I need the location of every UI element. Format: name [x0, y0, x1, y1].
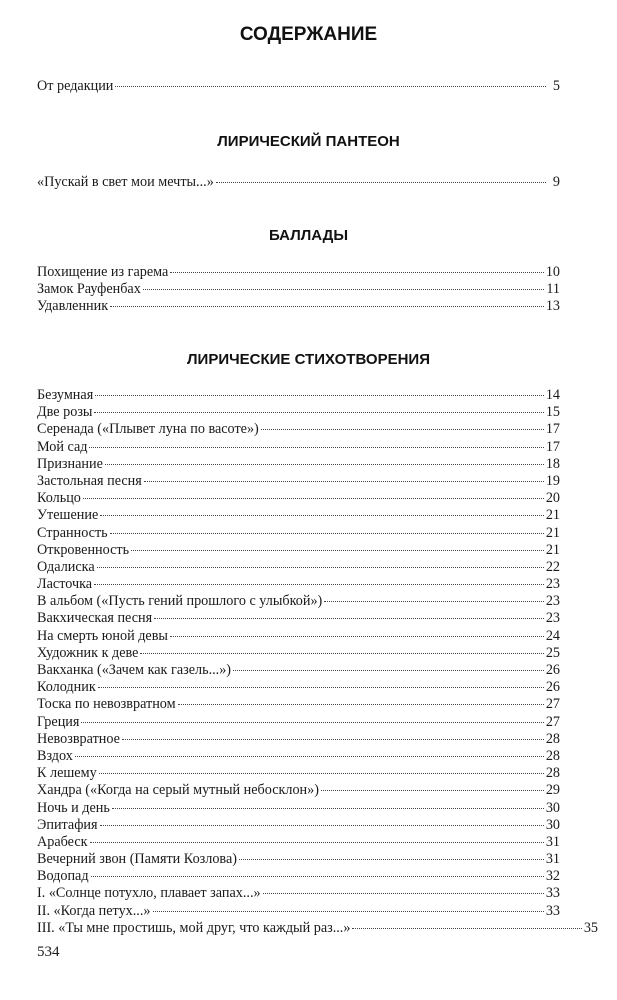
entry-page: 13	[545, 298, 560, 315]
section-heading-lyric: ЛИРИЧЕСКИЕ СТИХОТВОРЕНИЯ	[187, 351, 430, 368]
entry-page: 33	[545, 885, 560, 902]
toc-entry	[37, 78, 560, 95]
entry-title: Замок Рауфенбах	[37, 281, 141, 298]
entry-title: Странность	[37, 524, 108, 541]
dot-leader	[261, 429, 544, 430]
dot-leader	[140, 653, 543, 654]
entry-title: Вечерний звон (Памяти Козлова)	[37, 851, 237, 868]
entry-page: 30	[545, 799, 560, 816]
toc-entry	[37, 696, 560, 713]
dot-leader	[115, 86, 546, 87]
toc-entry	[37, 800, 560, 817]
entry-title: Безумная	[37, 387, 94, 403]
dot-leader	[91, 876, 544, 877]
entry-page: 18	[545, 455, 560, 472]
dot-leader	[97, 567, 544, 568]
toc-entry	[37, 610, 560, 627]
toc-entry	[37, 264, 560, 281]
entry-page: 35	[583, 919, 598, 936]
entry-page: 28	[545, 747, 560, 764]
entry-page: 5	[552, 78, 560, 94]
toc-title: СОДЕРЖАНИЕ	[239, 24, 378, 45]
entry-page: 31	[545, 833, 560, 850]
entry-page: 20	[545, 490, 560, 507]
toc-entry	[37, 593, 560, 610]
toc-entry	[37, 439, 560, 456]
dot-leader	[90, 842, 544, 843]
entry-page: 23	[545, 593, 560, 610]
dot-leader	[122, 739, 544, 740]
entry-page: 26	[545, 679, 560, 696]
entry-page: 31	[545, 851, 560, 868]
toc-entry	[37, 421, 560, 438]
dot-leader	[324, 601, 544, 602]
toc-section-pantheon	[37, 174, 560, 191]
toc-entry	[37, 731, 560, 748]
dot-leader	[352, 928, 581, 929]
toc-entry	[37, 559, 560, 576]
entry-title: Похищение из гарема	[37, 264, 169, 280]
toc-entry	[37, 473, 560, 490]
toc-entry	[37, 817, 560, 834]
entry-title: II. «Когда петух...»	[37, 902, 151, 919]
entry-title: От редакции	[37, 78, 114, 94]
dot-leader	[94, 584, 544, 585]
entry-title: I. «Солнце потухло, плавает запах...»	[37, 885, 261, 902]
toc-section-ballads	[37, 264, 560, 316]
toc-section-lyric	[37, 387, 598, 937]
entry-title: Ласточка	[37, 576, 93, 593]
toc-entry	[37, 298, 560, 315]
dot-leader	[263, 893, 544, 894]
dot-leader	[216, 182, 546, 183]
toc-entry	[37, 281, 560, 298]
toc-entry	[37, 525, 560, 542]
entry-title: Одалиска	[37, 558, 95, 575]
dot-leader	[83, 498, 544, 499]
toc-entry	[37, 679, 560, 696]
entry-title: Хандра («Когда на серый мутный небосклон»)	[37, 782, 319, 799]
entry-title: Кольцо	[37, 490, 81, 507]
entry-page: 30	[545, 816, 560, 833]
entry-page: 11	[546, 281, 560, 298]
entry-title: Удавленник	[37, 298, 109, 315]
toc-entry	[37, 834, 560, 851]
dot-leader	[75, 756, 544, 757]
section-heading-pantheon: ЛИРИЧЕСКИЙ ПАНТЕОН	[217, 133, 400, 150]
toc-entry	[37, 387, 560, 404]
entry-title: Тоска по невозвратном	[37, 696, 176, 713]
toc-entry	[37, 885, 560, 902]
entry-title: Вакханка («Зачем как газель...»)	[37, 662, 232, 678]
entry-title: На смерть юной девы	[37, 627, 168, 644]
entry-title: Серенада («Плывет луна по васоте»)	[37, 421, 259, 438]
entry-page: 29	[545, 782, 560, 799]
entry-page: 10	[545, 264, 560, 280]
entry-page: 19	[545, 472, 560, 489]
dot-leader	[98, 687, 544, 688]
dot-leader	[105, 464, 544, 465]
toc-entry	[37, 714, 560, 731]
toc-entry	[37, 404, 560, 421]
entry-title: «Пускай в свет мои мечты...»	[37, 174, 214, 190]
entry-title: Художник к деве	[37, 644, 139, 661]
entry-title: Водопад	[37, 868, 89, 885]
entry-title: Застольная песня	[37, 472, 142, 489]
entry-page: 23	[545, 576, 560, 593]
toc-intro	[37, 78, 560, 95]
page-number: 534	[37, 944, 60, 960]
entry-title: Ночь и день	[37, 799, 110, 816]
dot-leader	[170, 272, 543, 273]
entry-page: 26	[545, 662, 560, 678]
toc-entry	[37, 628, 560, 645]
toc-entry	[37, 782, 560, 799]
dot-leader	[100, 825, 544, 826]
entry-page: 14	[545, 387, 560, 403]
entry-title: Утешение	[37, 507, 99, 524]
entry-page: 15	[545, 404, 560, 421]
entry-page: 24	[545, 627, 560, 644]
dot-leader	[233, 670, 544, 671]
entry-page: 21	[545, 541, 560, 558]
dot-leader	[99, 773, 544, 774]
entry-page: 21	[545, 507, 560, 524]
toc-entry	[37, 851, 560, 868]
toc-entry	[37, 576, 560, 593]
entry-page: 17	[545, 421, 560, 438]
dot-leader	[100, 515, 544, 516]
entry-title: Откровенность	[37, 541, 130, 558]
entry-title: К лешему	[37, 765, 97, 782]
entry-title: Две розы	[37, 404, 93, 421]
toc-entry	[37, 662, 560, 679]
toc-entry	[37, 490, 560, 507]
toc-entry	[37, 868, 560, 885]
entry-title: Мой сад	[37, 438, 88, 455]
entry-page: 9	[552, 174, 560, 190]
entry-title: Невозвратное	[37, 730, 120, 747]
entry-title: III. «Ты мне простишь, мой друг, что каждый раз...»	[37, 919, 351, 936]
toc-entry	[37, 920, 598, 937]
entry-page: 33	[545, 902, 560, 919]
entry-page: 22	[545, 558, 560, 575]
dot-leader	[81, 722, 543, 723]
entry-title: Вакхическая песня	[37, 610, 153, 627]
dot-leader	[95, 395, 544, 396]
dot-leader	[110, 533, 544, 534]
toc-entry	[37, 456, 560, 473]
entry-title: Колодник	[37, 679, 96, 696]
entry-page: 27	[545, 696, 560, 713]
entry-page: 28	[545, 730, 560, 747]
entry-page: 25	[545, 644, 560, 661]
entry-page: 17	[545, 438, 560, 455]
entry-title: Эпитафия	[37, 816, 98, 833]
dot-leader	[131, 550, 544, 551]
entry-title: Арабеск	[37, 833, 88, 850]
dot-leader	[178, 704, 544, 705]
entry-page: 32	[545, 868, 560, 885]
dot-leader	[89, 447, 543, 448]
toc-entry	[37, 903, 560, 920]
entry-title: Вздох	[37, 747, 73, 764]
dot-leader	[143, 289, 545, 290]
entry-page: 23	[545, 610, 560, 627]
entry-page: 28	[545, 765, 560, 782]
dot-leader	[153, 911, 544, 912]
toc-entry	[37, 748, 560, 765]
dot-leader	[321, 790, 544, 791]
entry-page: 27	[545, 713, 560, 730]
dot-leader	[110, 306, 544, 307]
dot-leader	[239, 859, 544, 860]
dot-leader	[94, 412, 543, 413]
toc-entry	[37, 765, 560, 782]
toc-entry	[37, 507, 560, 524]
dot-leader	[144, 481, 544, 482]
dot-leader	[154, 618, 544, 619]
toc-entry	[37, 645, 560, 662]
dot-leader	[112, 808, 544, 809]
entry-page: 21	[545, 524, 560, 541]
entry-title: В альбом («Пусть гений прошлого с улыбкой»)	[37, 593, 323, 610]
toc-entry	[37, 542, 560, 559]
entry-title: Греция	[37, 713, 80, 730]
toc-entry	[37, 174, 560, 191]
entry-title: Признание	[37, 455, 103, 472]
dot-leader	[170, 636, 544, 637]
section-heading-ballads: БАЛЛАДЫ	[268, 227, 349, 244]
